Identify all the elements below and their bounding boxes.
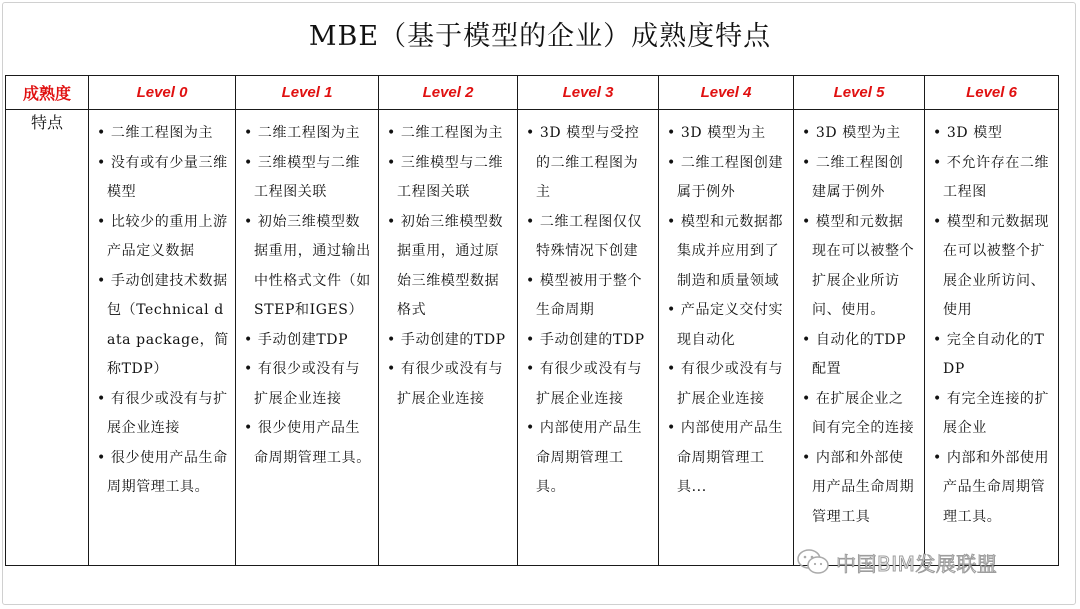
feature-item: • 有很少或没有与扩展企业连接 <box>387 355 511 414</box>
header-level-1: Level 1 <box>236 76 379 110</box>
level-2-list <box>379 110 517 414</box>
slide-title: MBE（基于模型的企业）成熟度特点 <box>308 21 772 52</box>
feature-item: • 三维模型与二维工程图关联 <box>387 149 511 208</box>
level-5-cell <box>794 110 925 566</box>
header-level-2: Level 2 <box>379 76 518 110</box>
header-corner: 成熟度 <box>6 76 89 110</box>
level-6-list <box>925 110 1058 532</box>
feature-item: • 模型被用于整个生命周期 <box>526 267 652 326</box>
feature-item: • 初始三维模型数据重用，通过原始三维模型数据格式 <box>387 208 511 326</box>
feature-item: • 产品定义交付实现自动化 <box>667 296 787 355</box>
feature-item: • 有很少或没有与扩展企业连接 <box>244 355 372 414</box>
feature-item: • 二维工程图创建属于例外 <box>802 149 918 208</box>
level-0-cell <box>89 110 236 566</box>
level-5-list <box>794 110 924 532</box>
feature-item: • 有很少或没有与扩展企业连接 <box>667 355 787 414</box>
feature-item: • 手动创建的TDP <box>526 326 652 356</box>
maturity-table <box>5 75 1059 566</box>
feature-item: • 初始三维模型数据重用，通过输出中性格式文件（如STEP和IGES） <box>244 208 372 326</box>
wechat-icon <box>796 548 830 576</box>
level-4-cell <box>659 110 794 566</box>
feature-item: • 手动创建的TDP <box>387 326 511 356</box>
feature-item: • 有完全连接的扩展企业 <box>933 385 1052 444</box>
header-level-5: Level 5 <box>794 76 925 110</box>
watermark-text: 中国BIM发展联盟 <box>836 551 998 576</box>
feature-item: • 不允许存在二维工程图 <box>933 149 1052 208</box>
feature-item: • 内部使用产品生命周期管理工具... <box>667 414 787 503</box>
feature-item: • 内部和外部使用产品生命周期管理工具。 <box>933 444 1052 533</box>
feature-item: • 三维模型与二维工程图关联 <box>244 149 372 208</box>
feature-item: • 模型和元数据现在可以被整个扩展企业所访问、使用。 <box>802 208 918 326</box>
level-6-cell <box>925 110 1059 566</box>
header-level-6: Level 6 <box>925 76 1059 110</box>
feature-item: • 有很少或没有与扩展企业连接 <box>526 355 652 414</box>
feature-item: • 二维工程图为主 <box>244 119 372 149</box>
feature-item: • 模型和元数据都集成并应用到了制造和质量领域 <box>667 208 787 297</box>
level-1-cell <box>236 110 379 566</box>
level-4-list <box>659 110 793 503</box>
level-1-list <box>236 110 378 473</box>
feature-item: • 二维工程图为主 <box>387 119 511 149</box>
level-0-list <box>89 110 235 503</box>
feature-item: • 很少使用产品生命周期管理工具。 <box>97 444 229 503</box>
feature-item: • 在扩展企业之间有完全的连接 <box>802 385 918 444</box>
feature-item: • 完全自动化的TDP <box>933 326 1052 385</box>
feature-item: • 3D 模型与受控的二维工程图为主 <box>526 119 652 208</box>
feature-item: • 比较少的重用上游产品定义数据 <box>97 208 229 267</box>
feature-item: • 二维工程图为主 <box>97 119 229 149</box>
header-level-3: Level 3 <box>518 76 659 110</box>
header-row <box>6 76 1059 110</box>
feature-item: • 模型和元数据现在可以被整个扩展企业所访问、使用 <box>933 208 1052 326</box>
level-3-cell <box>518 110 659 566</box>
feature-item: • 内部和外部使用产品生命周期管理工具 <box>802 444 918 533</box>
feature-item: • 内部使用产品生命周期管理工具。 <box>526 414 652 503</box>
feature-item: • 手动创建TDP <box>244 326 372 356</box>
feature-item: • 3D 模型为主 <box>667 119 787 149</box>
feature-item: • 很少使用产品生命周期管理工具。 <box>244 414 372 473</box>
feature-item: • 二维工程图仅仅特殊情况下创建 <box>526 208 652 267</box>
feature-item: • 自动化的TDP配置 <box>802 326 918 385</box>
feature-item: • 手动创建技术数据包（Technical data package，简称TDP） <box>97 267 229 385</box>
feature-item: • 没有或有少量三维模型 <box>97 149 229 208</box>
level-2-cell <box>379 110 518 566</box>
feature-item: • 有很少或没有与扩展企业连接 <box>97 385 229 444</box>
feature-item: • 3D 模型 <box>933 119 1052 149</box>
level-3-list <box>518 110 658 503</box>
feature-item: • 二维工程图创建属于例外 <box>667 149 787 208</box>
feature-item: • 3D 模型为主 <box>802 119 918 149</box>
features-row <box>6 110 1059 566</box>
row-label: 特点 <box>6 110 89 566</box>
header-level-0: Level 0 <box>89 76 236 110</box>
watermark <box>796 544 1056 580</box>
header-level-4: Level 4 <box>659 76 794 110</box>
